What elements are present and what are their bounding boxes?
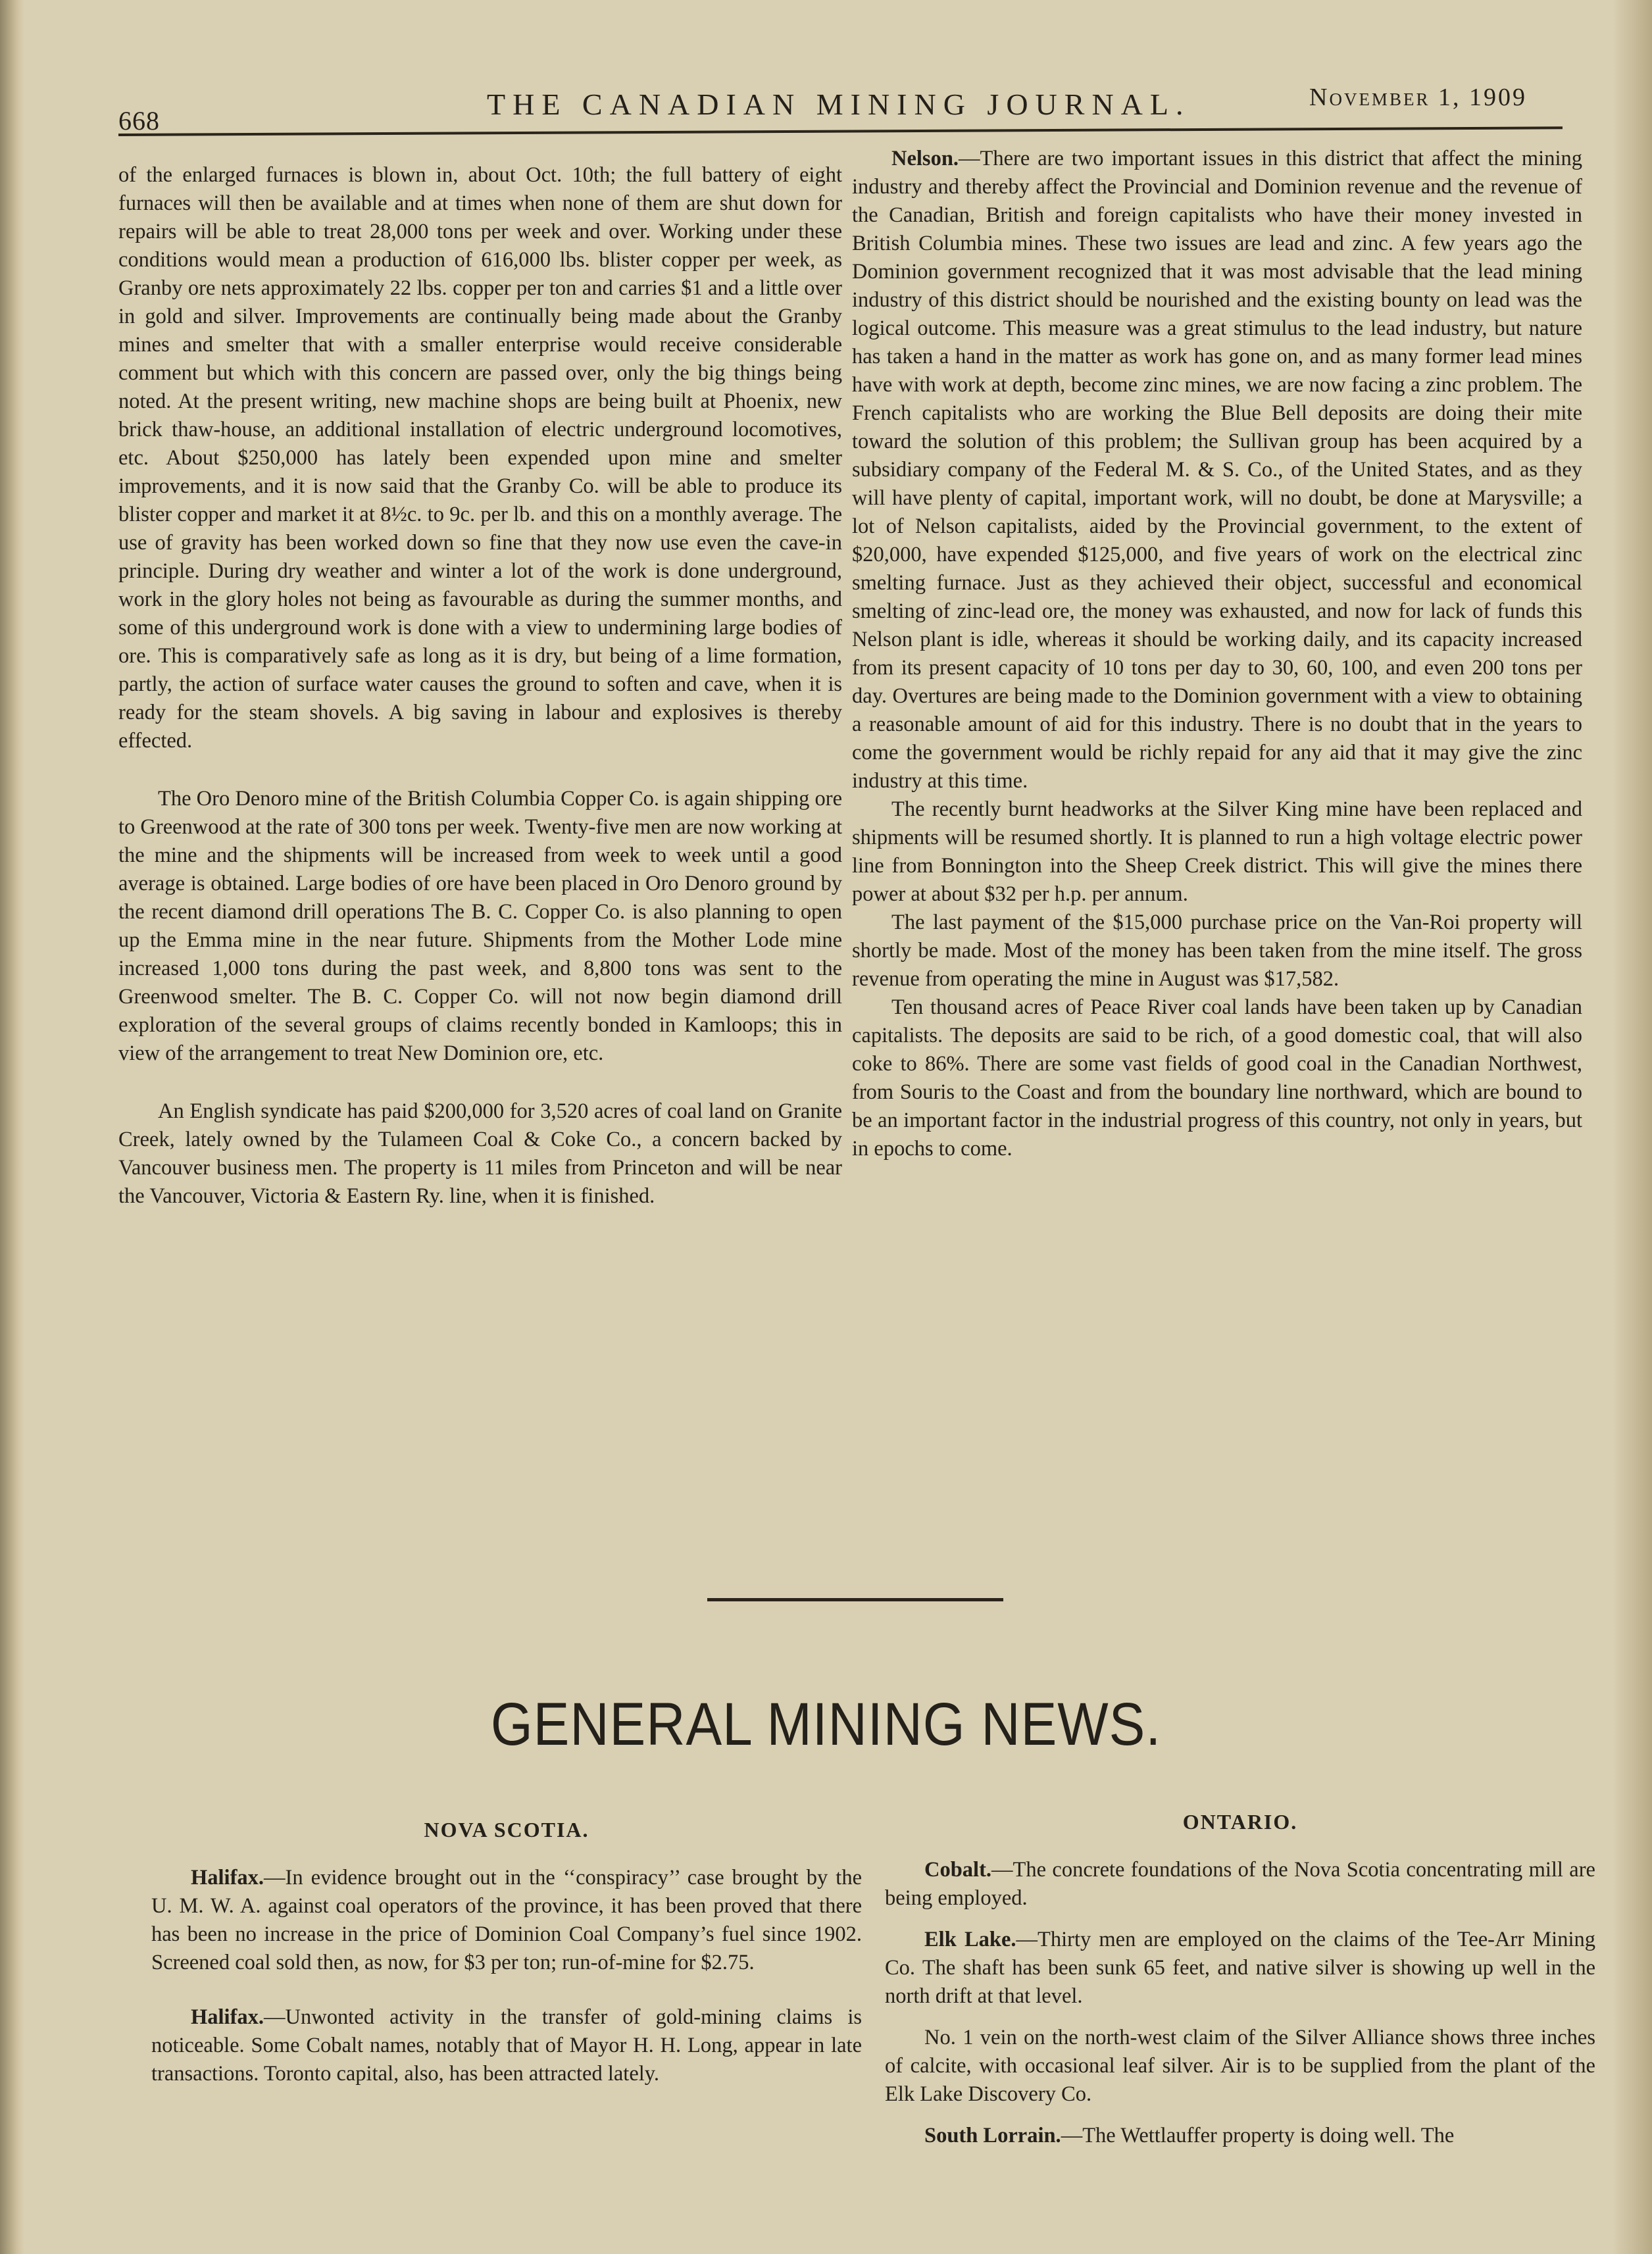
nelson-paragraph <box>852 145 1582 795</box>
general-mining-news-heading: GENERAL MINING NEWS. <box>490 1691 1162 1759</box>
ontario-column <box>885 1808 1595 2150</box>
header-rule <box>118 126 1563 136</box>
elk-lake-run-in: Elk Lake. <box>924 1928 1016 1951</box>
silver-king-paragraph: The recently burnt headworks at the Silver King mine have been replaced and shipments will be resumed shortly. It is planned to run a high voltage electric power line from Bonnington into the Sheep Creek district. This will give the mines there power at about $32 per h.p. per annum. <box>852 797 1582 906</box>
cobalt-body: —The concrete foundations of the Nova Scotia concentrating mill are being employed. <box>885 1858 1595 1910</box>
south-lorrain-paragraph <box>885 2122 1595 2150</box>
granby-paragraph: of the enlarged furnaces is blown in, about Oct. 10th; the full battery of eight furnaces will then be available and at times when none of them are shut down for repairs will be able to treat 28,000 tons per week and over. Working under these conditions would mean a production of 616,000 lbs. blister copper per week, as Granby ore nets approximately 22 lbs. copper per ton and carries $1 and a little over in gold and silver. Improvements are continually being made about the Granby mines and smelter that with a smaller enterprise would receive considerable comment but which with this concern are passed over, only the big things being noted. At the present writing, new machine shops are being built at Phoenix, new brick thaw-house, an additional installation of electric underground locomotives, etc. About $250,000 has lately been expended upon mine and smelter improvements, and it is now said that the Granby Co. will be able to produce its blister copper and market it at 8½c. to 9c. per lb. and this on a monthly average. The use of gravity has been worked down so fine that they now use even the cave-in principle. During dry weather and winter a lot of the work is done underground, work in the glory holes not being as favourable as during the summer months, and some of this underground work is done with a view to undermining large bodies of ore. This is comparatively safe as long as it is dry, but being of a lime formation, partly, the action of surface water causes the ground to soften and cave, when it is ready for the steam shovels. A big saving in labour and explosives is thereby effected. <box>118 163 842 753</box>
section-divider <box>707 1598 1003 1601</box>
left-column <box>118 161 842 1211</box>
cobalt-run-in: Cobalt. <box>924 1858 992 1882</box>
oro-denoro-paragraph: The Oro Denoro mine of the British Columbia Copper Co. is again shipping ore to Greenwood at the rate of 300 tons per week. Twenty-five men are now working at the mine and the shipments will be increased from week to week until a good average is obtained. Large bodies of ore have been placed in Oro Denoro ground by the recent diamond drill operations The B. C. Copper Co. is also planning to open up the Emma mine in the near future. Shipments from the Mother Lode mine increased 1,000 tons during the past week, and 8,800 tons was sent to the Greenwood smelter. The B. C. Copper Co. will not now begin diamond drill exploration of the several groups of claims recently bonded in Kamloops; this in view of the arrangement to treat New Dominion ore, etc. <box>118 787 842 1065</box>
elk-lake-body: —Thirty men are employed on the claims of the Tee-Arr Mining Co. The shaft has been sunk 65 feet, and native silver is showing up well in the north drift at that level. <box>885 1928 1595 2008</box>
halifax-run-in: Halifax. <box>191 2005 264 2029</box>
binding-gutter <box>0 0 24 2254</box>
south-lorrain-run-in: South Lorrain. <box>924 2124 1061 2147</box>
english-syndicate-paragraph: An English syndicate has paid $200,000 for 3,520 acres of coal land on Granite Creek, lately owned by the Tulameen Coal & Coke Co., a concern backed by Vancouver business men. The property is 11 miles from Princeton and will be near the Vancouver, Victoria & Eastern Ry. line, when it is finished. <box>118 1099 842 1208</box>
halifax-claims-paragraph <box>151 2003 862 2088</box>
elk-lake-paragraph <box>885 1926 1595 2011</box>
south-lorrain-body: —The Wettlauffer property is doing well. The <box>1061 2124 1455 2147</box>
nelson-body: —There are two important issues in this district that affect the mining industry and thereby affect the Provincial and Dominion revenue and the revenue of the Canadian, British and foreign capitalists who have their money invested in British Columbia mines. These two issues are lead and zinc. A few years ago the Dominion government recognized that it was most advisable that the lead mining industry of this district should be nourished and the existing bounty on lead was the logical outcome. This measure was a great stimulus to the lead industry, but nature has taken a hand in the matter as work has gone on, and as many former lead mines have with work at depth, become zinc mines, we are now facing a zinc problem. The French capitalists who are working the Blue Bell deposits are doing their mite toward the solution of this problem; the Sullivan group has been acquired by a subsidiary company of the Federal M. & S. Co., of the United States, and as they will have plenty of capital, important work, will no doubt, be done at Marysville; a lot of Nelson capitalists, aided by the Provincial government, to the extent of $20,000, have expended $125,000, and five years of work on the electrical zinc smelting furnace. Just as they achieved their object, successful and economical smelting of zinc-lead ore, the money was exhausted, and now for lack of funds this Nelson plant is idle, whereas it should be working daily, and its capacity increased from its present capacity of 10 tons per day to 30, 60, 100, and even 200 tons per day. Overtures are being made to the Dominion government with a view to obtaining a reasonable amount of aid for this industry. There is no doubt that in the years to come the government would be richly repaid for any aid that it may give the zinc industry at this time. <box>852 147 1582 793</box>
page-edge <box>1613 0 1652 2254</box>
halifax-conspiracy-body: —In evidence brought out in the ‘‘conspiracy’’ case brought by the U. M. W. A. against coal operators of the province, it has been proved that there has been no increase in the price of Dominion Coal Company’s fuel since 1902. Screened coal sold then, as now, for $3 per ton; run-of-mine for $2.75. <box>151 1866 862 1974</box>
journal-title: THE CANADIAN MINING JOURNAL. <box>487 88 1191 121</box>
page-number: 668 <box>118 106 160 136</box>
cobalt-paragraph <box>885 1856 1595 1913</box>
ontario-heading: ONTARIO. <box>1182 1810 1298 1834</box>
halifax-conspiracy-paragraph <box>151 1864 862 1977</box>
nova-scotia-column <box>151 1816 862 2088</box>
halifax-claims-body: —Unwonted activity in the transfer of gold-mining claims is noticeable. Some Cobalt names, notably that of Mayor H. H. Long, appear in late transactions. Toronto capital, also, has been attracted lately. <box>151 2005 862 2086</box>
right-column <box>852 145 1582 1163</box>
issue-date: November 1, 1909 <box>1309 84 1527 111</box>
silver-alliance-paragraph: No. 1 vein on the north-west claim of the Silver Alliance shows three inches of calcite, with occasional leaf silver. Air is to be supplied from the plant of the Elk Lake Discovery Co. <box>885 2026 1595 2106</box>
van-roi-paragraph: The last payment of the $15,000 purchase price on the Van-Roi property will shortly be made. Most of the money has been taken from the mine itself. The gross revenue from operating the mine in August was $17,582. <box>852 911 1582 991</box>
peace-river-paragraph: Ten thousand acres of Peace River coal lands have been taken up by Canadian capitalists. The deposits are said to be rich, of a good domestic coal, that will also coke to 86%. There are some vast fields of good coal in the Canadian Northwest, from Souris to the Coast and from the boundary line northward, which are bound to be an important factor in the industrial progress of this country, not only in years, but in epochs to come. <box>852 995 1582 1161</box>
nova-scotia-heading: NOVA SCOTIA. <box>424 1818 589 1841</box>
nelson-run-in: Nelson. <box>891 147 959 170</box>
halifax-run-in: Halifax. <box>191 1866 264 1890</box>
